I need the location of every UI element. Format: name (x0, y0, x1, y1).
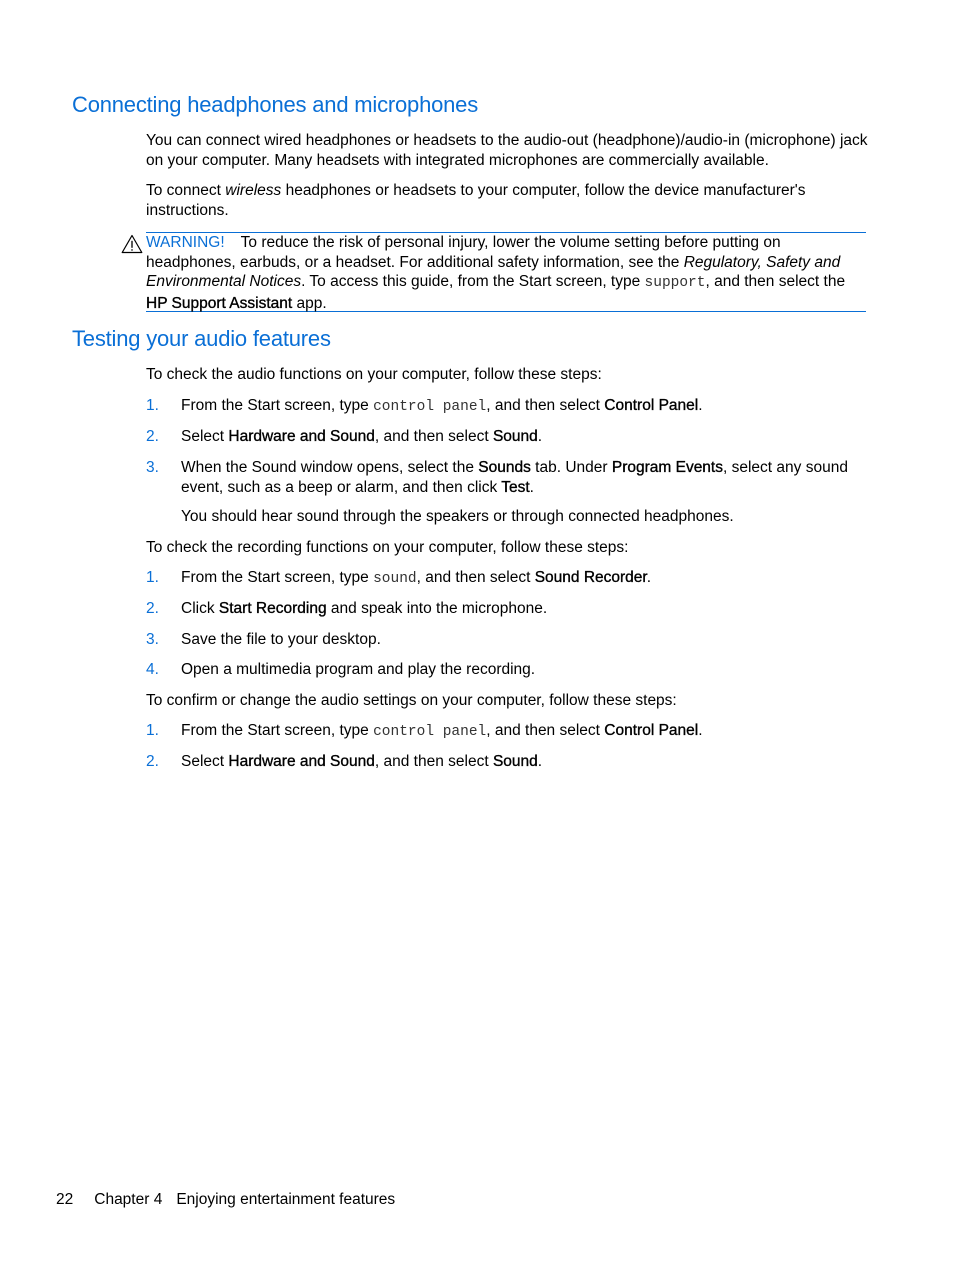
step-number: 1. (146, 722, 159, 739)
bold-test: Test (501, 478, 530, 496)
chapter-title: Enjoying entertainment features (176, 1191, 396, 1208)
warning-label: WARNING! (146, 234, 225, 251)
code-support: support (644, 275, 706, 291)
intro-audio-functions: To check the audio functions on your computer, follow these steps: (146, 366, 602, 383)
step-text: Select Hardware and Sound, and then select Sound. (181, 753, 543, 770)
step-note: You should hear sound through the speakers or through connected headphones. (181, 508, 734, 525)
step-text: Open a multimedia program and play the recording. (181, 661, 536, 678)
bold-control-panel: Control Panel (604, 722, 699, 739)
text: , and then select the (705, 273, 846, 290)
step-text: From the Start screen, type sound, and then select Sound Recorder. (181, 569, 652, 587)
emphasis-notices: Regulatory, Safety and Environmental Notices (146, 253, 841, 290)
bold-sound-recorder: Sound Recorder (534, 569, 647, 586)
chapter-label: Chapter 4 (94, 1191, 163, 1208)
step-number: 4. (146, 661, 159, 678)
bold-sounds: Sounds (478, 459, 531, 476)
bold-sound: Sound (492, 428, 538, 445)
section-heading-connecting: Connecting headphones and microphones (72, 92, 479, 117)
step-text: When the Sound window opens, select the Sounds tab. Under Program Events, select any sound event, such as a beep or alarm, and then click Test. (181, 459, 848, 496)
bold-start-recording: Start Recording (218, 600, 327, 617)
text: To reduce the risk of personal injury, lower the volume setting before putting on headphones, earbuds, or a headset. For additional safety information, see the (146, 234, 781, 271)
step-text: From the Start screen, type control panel, and then select Control Panel. (181, 722, 703, 740)
emphasis-wireless: wireless (225, 182, 282, 199)
step-text: Select Hardware and Sound, and then select Sound. (181, 428, 543, 445)
text: app. (292, 294, 327, 312)
step-text: Save the file to your desktop. (181, 631, 381, 648)
intro-recording-functions: To check the recording functions on your computer, follow these steps: (146, 539, 629, 556)
step-number: 2. (146, 428, 159, 445)
page-number: 22 (56, 1191, 74, 1208)
paragraph-wired-headphones: You can connect wired headphones or headsets to the audio-out (headphone)/audio-in (microphone) jack on your computer. Many headsets with integrated microphones are commercially available. (146, 132, 868, 169)
bold-hardware-and-sound: Hardware and Sound (228, 428, 375, 445)
step-number: 3. (146, 631, 159, 648)
warning-box (146, 232, 866, 312)
section-heading-testing: Testing your audio features (72, 326, 331, 351)
paragraph-wireless-headphones (146, 181, 871, 220)
code-control-panel: control panel (373, 724, 487, 740)
intro-audio-settings: To confirm or change the audio settings on your computer, follow these steps: (146, 692, 677, 709)
warning-text (146, 233, 868, 313)
code-sound: sound (373, 571, 417, 587)
step-text: From the Start screen, type control panel, and then select Control Panel. (181, 397, 703, 415)
code-control-panel: control panel (373, 399, 487, 415)
bold-hardware-and-sound: Hardware and Sound (228, 753, 375, 770)
step-text: Click Start Recording and speak into the microphone. (181, 600, 548, 617)
text: . To access this guide, from the Start screen, type (301, 273, 645, 290)
step-number: 1. (146, 397, 159, 414)
step-number: 2. (146, 600, 159, 617)
step-number: 1. (146, 569, 159, 586)
text: To connect (146, 182, 226, 199)
warning-triangle-icon (121, 234, 143, 254)
step-number: 2. (146, 753, 159, 770)
bold-sound: Sound (492, 753, 538, 770)
step-number: 3. (146, 459, 159, 476)
text: headphones or headsets to your computer, follow the device manufacturer's instructions. (146, 182, 806, 219)
page-footer (56, 1191, 395, 1209)
bold-program-events: Program Events (611, 459, 723, 476)
bold-hp-support-assistant: HP Support Assistant (146, 294, 293, 312)
bold-control-panel: Control Panel (604, 397, 699, 414)
